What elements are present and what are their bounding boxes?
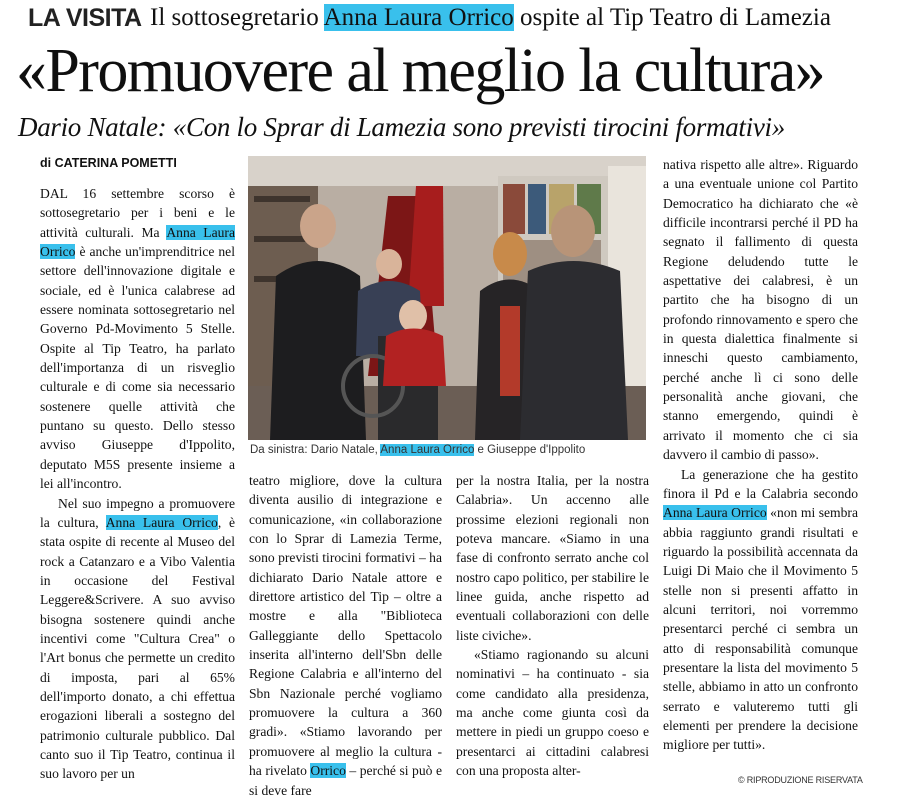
article-subhead: Dario Natale: «Con lo Sprar di Lamezia sono previsti tirocini formativi» — [18, 112, 785, 142]
subtitle-text-after: ospite al Tip Teatro di Lamezia — [513, 4, 831, 31]
article-column-1 — [40, 184, 235, 784]
section-kicker: LA VISITA — [28, 4, 142, 32]
paragraph — [663, 465, 858, 755]
text-run: , è stata ospite di recente al Museo del rock a Catanzaro e a Vibo Valentia in occasione del Festival Leggere&Scrivere. A suo avviso bisogna sostenere quindi anche incentivi come "Cultura Crea" o l'Art bonus che permette un credito di imposta, pari al 65% dell'importo donato, a chi effettua erogazioni liberali a sostegno del patrimonio culturale pubblico. Dal canto suo il Tip Teatro, continua il suo lavoro per un — [40, 514, 235, 782]
paragraph: nativa rispetto alle altre». Riguardo a una eventuale unione col Partito Democratico ha dichiarato che «è difficile incontrarsi perché il PD ha segnato il fallimento di questa Regione deludendo tutte le aspettative dei calabresi, è un partito che ha bisogno di un profondo rinnovamento e spero che in questa dialettica finalmente si inneschi questo cambiamento, perché anche lì ci sono delle personalità anche giovani, che stanno emergendo, quindi è arrivato il momento che ci sia davvero il cambio di passo». — [663, 157, 858, 463]
paragraph — [40, 494, 235, 784]
highlighted-name: Anna Laura Orrico — [40, 224, 235, 260]
article-subtitle — [150, 4, 831, 32]
text-run: Nel suo impegno a promuovere la cultura, — [40, 495, 235, 530]
text-run: è anche un'imprenditrice nel settore dell'innovazione digitale e sociale, ed è l'unica calabrese ad essere nominata sottosegretario nel Governo Pd-Movimento 5 Stelle. Ospite al Tip Teatro, ha parlato dell'importanza di un risveglio culturale e di come sia necessario sostenere quelle attività che puntano su questo. Dello stesso avviso Giuseppe d'Ippolito, deputato M5S presente insieme a lei all'incontro. — [40, 244, 235, 492]
photo-illustration — [248, 156, 646, 440]
caption-text-before: Da sinistra: Dario Natale, — [250, 444, 381, 456]
article-column-3 — [456, 471, 649, 781]
highlighted-name: Anna Laura Orrico — [380, 444, 475, 456]
article-headline: «Promuovere al meglio la cultura» — [16, 37, 825, 105]
highlighted-name: Anna Laura Orrico — [663, 505, 767, 521]
highlighted-name: Anna Laura Orrico — [323, 4, 514, 31]
text-run: teatro migliore, dove la cultura diventa ausilio di integrazione e comunicazione, «in collaborazione con lo Sprar di Lamezia Terme, sono previsti tirocini formativi – ha dichiarato Dario Natale attore e direttore artistico del Tip – oltre a mostre e alla "Biblioteca Galleggiante dello Spettacolo inserita all'interno dell'Sbn delle Regione Calabria e all'interno del Sbn Nazionale perché vogliamo promuovere la cultura a 360 gradi». «Stiamo lavorando per promuovere al meglio la cultura - ha rivelato — [249, 473, 442, 779]
paragraph — [40, 184, 235, 494]
article-column-2 — [249, 471, 442, 800]
highlighted-name: Orrico — [310, 763, 346, 779]
article-byline: di CATERINA POMETTI — [40, 156, 177, 170]
reproduction-notice: © RIPRODUZIONE RISERVATA — [738, 775, 863, 785]
subtitle-text-before: Il sottosegretario — [150, 4, 324, 31]
text-run: La generazione che ha gestito finora il Pd e la Calabria secondo — [663, 466, 858, 501]
text-run: «non mi sembra abbia raggiunto grandi risultati e riguardo la possibilità accennata da Luigi Di Maio che il Movimento 5 stelle non si presenti affatto in alcuni territori, noi vorremmo presentarci perché ci sembra un atto di responsabilità comunque presentare la lista del movimento 5 stelle, abbiamo in atto un confronto serrato e valuteremo tutti gli elementi per prendere la decisione migliore per tutti». — [663, 505, 858, 753]
text-run: – perché si può e si deve fare — [249, 763, 442, 798]
article-column-4 — [663, 155, 858, 755]
text-run: DAL 16 settembre scorso è sottosegretario per i beni e le attività culturali. Ma — [40, 186, 235, 240]
caption-text-after: e Giuseppe d'Ippolito — [474, 444, 586, 456]
article-photo — [248, 156, 646, 440]
highlighted-name: Anna Laura Orrico — [105, 514, 218, 530]
paragraph: per la nostra Italia, per la nostra Calabria». Un accenno alle prossime elezioni regionali non poteva mancare. «Siamo in una fase di confronto serrato anche col nostro capo politico, per stabilire le linee guida, anche rispetto ad eventuali collaborazioni con delle liste civiche». — [456, 473, 649, 643]
photo-caption — [250, 444, 585, 456]
paragraph — [249, 471, 442, 800]
paragraph: «Stiamo ragionando su alcuni nominativi – ha continuato - sia come candidato alla presidenza, ma anche come giunta così da mettere in piedi un gruppo coeso e presentarci ai cittadini calabresi con una proposta alter- — [456, 647, 649, 779]
